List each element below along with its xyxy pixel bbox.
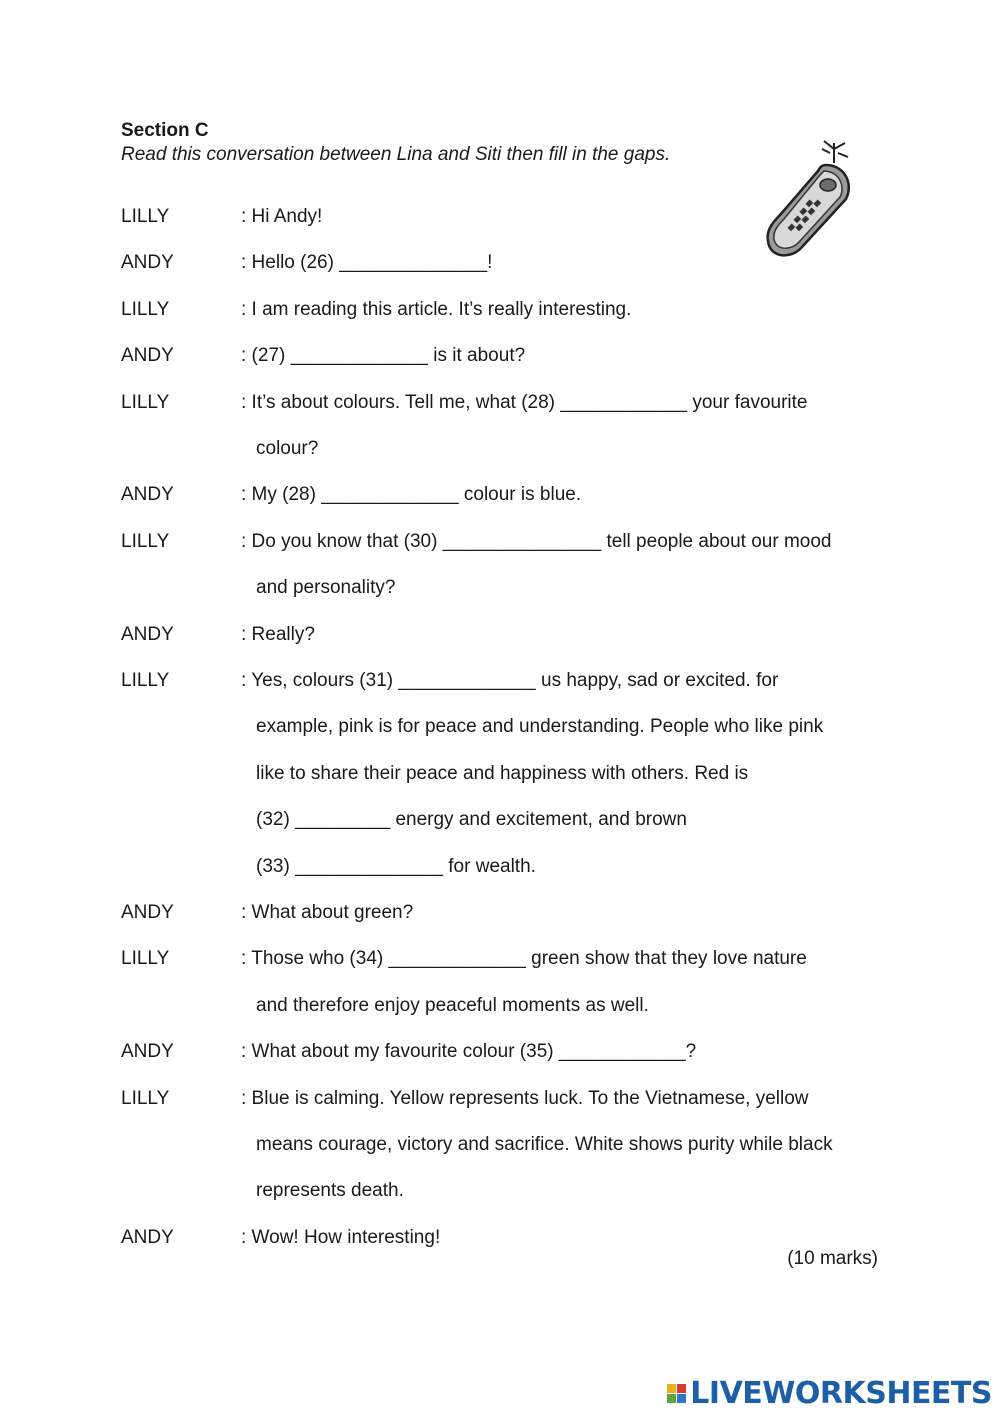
logo-text: LIVEWORKSHEETS [690,1375,992,1411]
speaker-name: LILLY [121,206,170,227]
dialogue-continuation: and therefore enjoy peaceful moments as well. [256,995,649,1016]
speaker-name: LILLY [121,531,170,552]
speaker-name: LILLY [121,299,170,320]
liveworksheets-logo[interactable] [667,1376,992,1410]
speaker-name: LILLY [121,1088,170,1109]
dialogue-text: : (27) _____________ is it about? [241,345,526,366]
instructions: Read this conversation between Lina and Siti then fill in the gaps. [121,144,671,165]
speaker-name: ANDY [121,345,174,366]
dialogue-continuation: example, pink is for peace and understanding. People who like pink [256,716,824,737]
logo-mark-icon [667,1384,686,1403]
speaker-name: ANDY [121,484,174,505]
dialogue-continuation: (32) _________ energy and excitement, and brown [256,809,687,830]
dialogue-text: : Hi Andy! [241,206,323,227]
mobile-phone-icon [762,135,862,260]
marks-label: (10 marks) [787,1248,878,1269]
dialogue-text: : My (28) _____________ colour is blue. [241,484,582,505]
speaker-name: LILLY [121,948,170,969]
dialogue-continuation: and personality? [256,577,396,598]
dialogue-continuation: like to share their peace and happiness with others. Red is [256,763,749,784]
speaker-name: ANDY [121,624,174,645]
dialogue-continuation: means courage, victory and sacrifice. White shows purity while black [256,1134,833,1155]
dialogue-text: : It’s about colours. Tell me, what (28) ____________ your favourite [241,392,808,413]
dialogue-text: : Yes, colours (31) _____________ us happy, sad or excited. for [241,670,779,691]
dialogue-continuation: represents death. [256,1180,404,1201]
dialogue-text: : Blue is calming. Yellow represents luck. To the Vietnamese, yellow [241,1088,809,1109]
dialogue-text: : Do you know that (30) _______________ tell people about our mood [241,531,832,552]
dialogue-text: : Hello (26) ______________! [241,252,493,273]
speaker-name: ANDY [121,1041,174,1062]
speaker-name: ANDY [121,902,174,923]
dialogue-text: : Really? [241,624,315,645]
dialogue-continuation: colour? [256,438,319,459]
speaker-name: LILLY [121,670,170,691]
dialogue-text: : Those who (34) _____________ green show that they love nature [241,948,807,969]
dialogue-text: : I am reading this article. It’s really interesting. [241,299,632,320]
speaker-name: ANDY [121,252,174,273]
dialogue-text: : Wow! How interesting! [241,1227,441,1248]
speaker-name: ANDY [121,1227,174,1248]
dialogue-continuation: (33) ______________ for wealth. [256,856,536,877]
dialogue-text: : What about my favourite colour (35) ____________? [241,1041,697,1062]
speaker-name: LILLY [121,392,170,413]
dialogue-text: : What about green? [241,902,414,923]
section-title: Section C [121,120,209,141]
